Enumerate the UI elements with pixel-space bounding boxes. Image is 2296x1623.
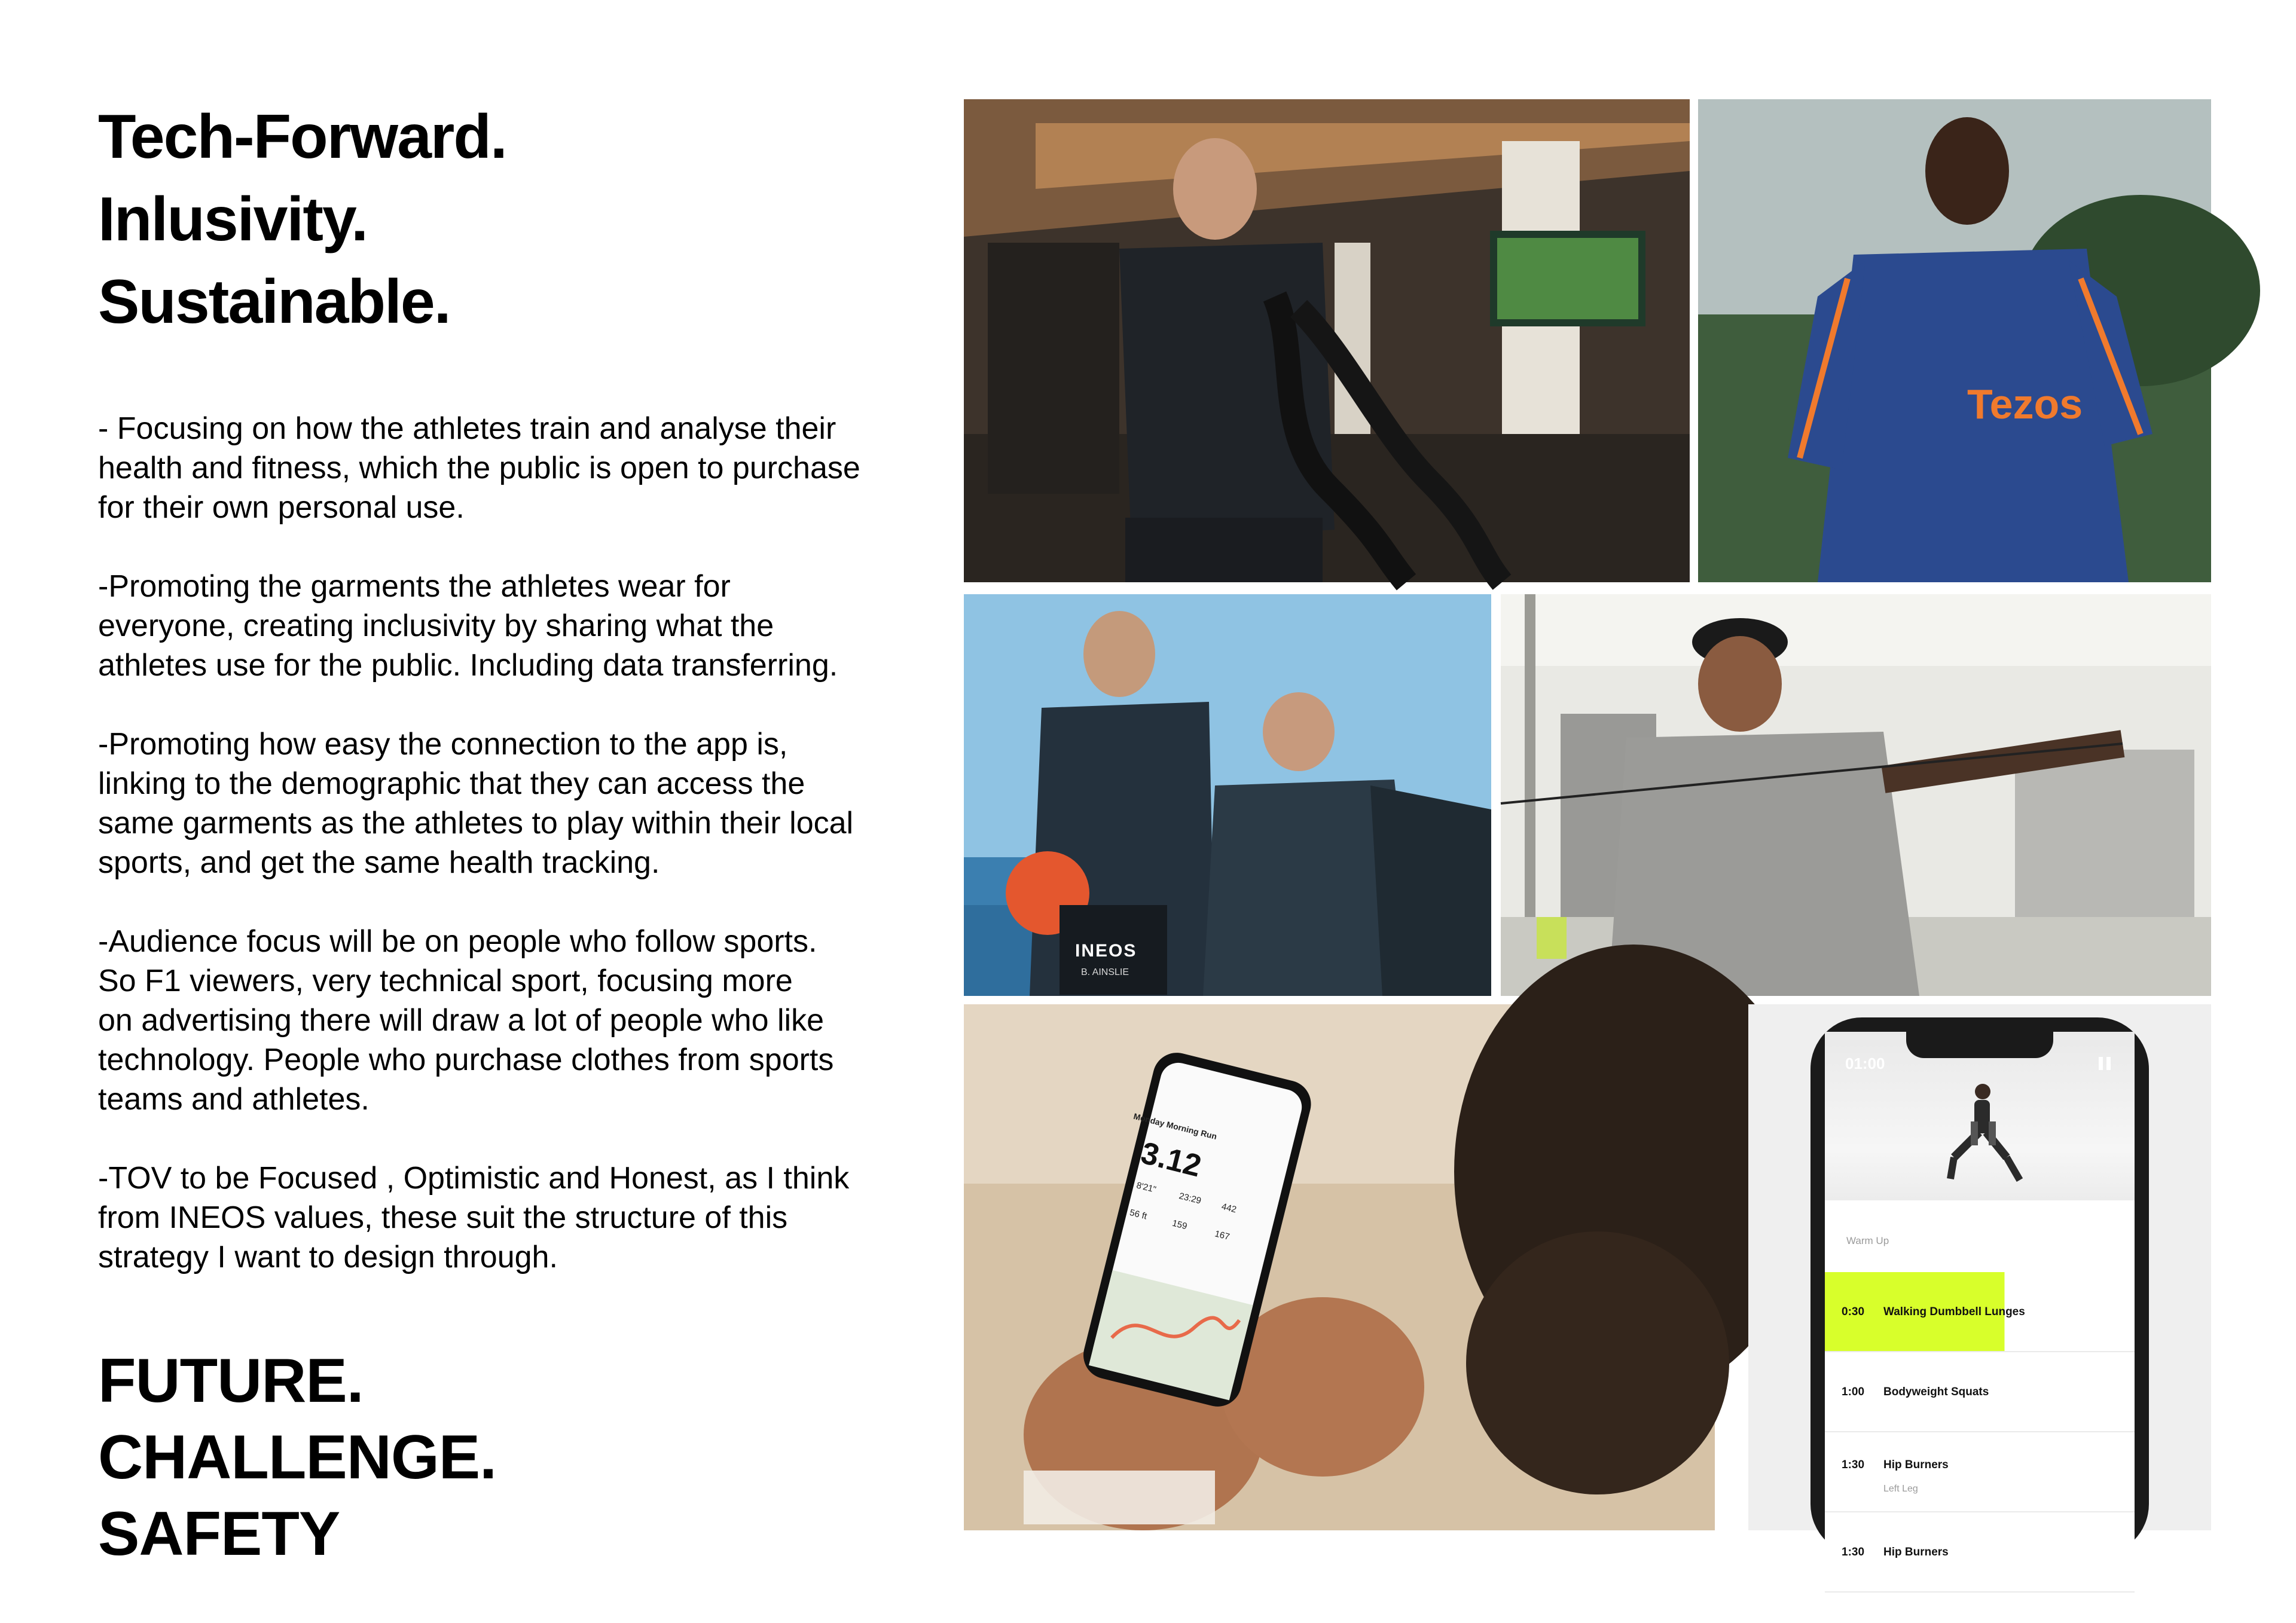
run-stat: 23:29	[1178, 1191, 1202, 1206]
exercise-name: Hip Burners	[1883, 1546, 1949, 1558]
workout-timer: 01:00	[1845, 1055, 1885, 1072]
run-distance-value: 3.12	[1137, 1135, 1205, 1184]
exercise-duration: 1:30	[1842, 1459, 1865, 1471]
exercise-side: Left Leg	[1883, 1484, 1918, 1494]
sailing-team-photo	[964, 594, 1491, 996]
closing-words	[98, 1343, 959, 1572]
closing-word: SAFETY	[98, 1499, 340, 1569]
headline-line: Inlusivity.	[98, 185, 367, 254]
run-stat: 442	[1220, 1201, 1238, 1215]
pause-icon[interactable]	[2099, 1057, 2111, 1070]
strategy-point: -TOV to be Focused , Optimistic and Honest, as I think from INEOS values, these suit the structure of this strategy I want to design through.	[98, 1161, 850, 1274]
closing-word: FUTURE.	[98, 1346, 364, 1416]
phone-frame	[1810, 1017, 2149, 1558]
exercise-duration: 1:30	[1842, 1546, 1865, 1558]
strategy-points	[98, 409, 959, 1277]
workout-app-mockup	[1748, 1004, 2211, 1558]
exercise-name: Bodyweight Squats	[1883, 1386, 1989, 1398]
team-bag-text: INEOS	[1075, 941, 1137, 961]
exercise-row[interactable]	[1825, 1272, 2135, 1352]
phone-notch	[1906, 1032, 2053, 1058]
exercise-list	[1825, 1272, 2135, 1593]
strategy-point: - Focusing on how the athletes train and analyse their health and fitness, which the public is open to purchase for their own personal use.	[98, 411, 860, 525]
run-stat: 56 ft	[1128, 1207, 1148, 1222]
exercise-duration: 0:30	[1842, 1306, 1865, 1318]
run-stat: 167	[1213, 1228, 1231, 1242]
strategy-point: -Promoting how easy the connection to the app is, linking to the demographic that they can access the same garments as the athletes to play within their local sports, and get the same health tracking.	[98, 727, 854, 880]
strategy-point: -Promoting the garments the athletes wear for everyone, creating inclusivity by sharing what the athletes use for the public. Including data transferring.	[98, 569, 838, 683]
phone-screen	[1825, 1032, 2135, 1558]
exercise-row[interactable]	[1825, 1512, 2135, 1593]
gym-battle-rope-photo	[964, 99, 1690, 582]
strategy-point: -Audience focus will be on people who follow sports. So F1 viewers, very technical sport, focusing more on advertising there will draw a lot of people who like technology. People who purchase clothes from sports teams and athletes.	[98, 924, 834, 1117]
cable-training-photo	[1501, 594, 2211, 996]
shirt-sponsor-text: Tezos	[1967, 381, 2083, 427]
headline-line: Sustainable.	[98, 267, 450, 337]
section-label: Warm Up	[1846, 1235, 1889, 1246]
run-stat: 8'21"	[1135, 1180, 1158, 1195]
exercise-row[interactable]	[1825, 1432, 2135, 1512]
run-title-text: Monday Morning Run	[1132, 1111, 1218, 1142]
exercise-duration: 1:00	[1842, 1386, 1865, 1398]
run-stat: 159	[1171, 1218, 1189, 1232]
text-column	[98, 96, 959, 1572]
exercise-name: Hip Burners	[1883, 1459, 1949, 1471]
exercise-row[interactable]	[1825, 1352, 2135, 1432]
runner-photo	[1698, 99, 2211, 582]
exercise-name: Walking Dumbbell Lunges	[1883, 1306, 2025, 1318]
athlete-name-text: B. AINSLIE	[1081, 967, 1129, 977]
closing-word: CHALLENGE.	[98, 1423, 496, 1492]
lunge-athlete-figure	[1936, 1080, 2026, 1185]
headline-line: Tech-Forward.	[98, 102, 506, 172]
phone-in-hand-photo	[964, 1004, 1715, 1530]
